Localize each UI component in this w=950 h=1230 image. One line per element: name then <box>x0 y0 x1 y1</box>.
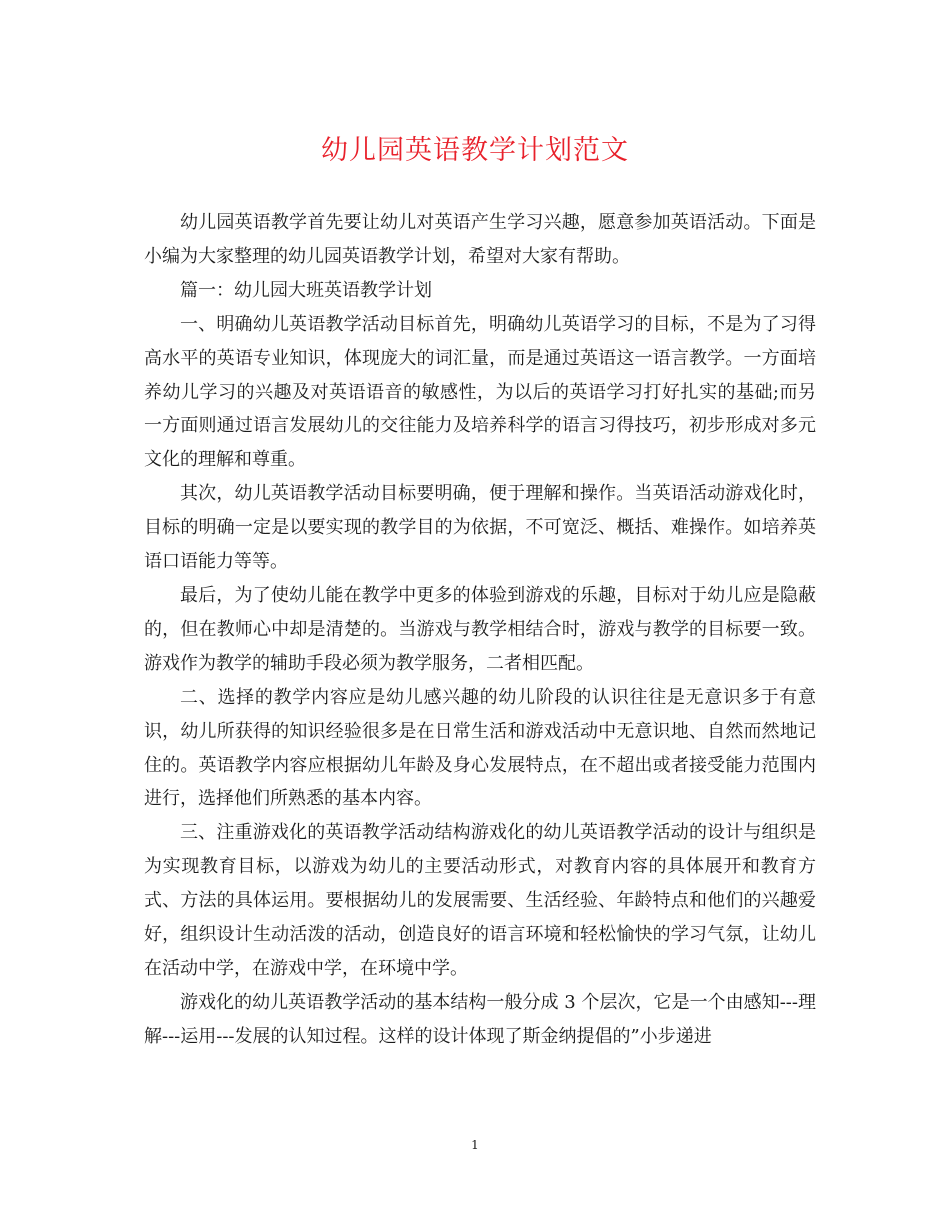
paragraph-intro: 幼儿园英语教学首先要让幼儿对英语产生学习兴趣，愿意参加英语活动。下面是小编为大家整理的幼儿园英语教学计划，希望对大家有帮助。 <box>144 212 816 267</box>
paragraph-levels: 游戏化的幼儿英语教学活动的基本结构一般分成 3 个层次，它是一个由感知---理解---运用---发展的认知过程。这样的设计体现了斯金纳提倡的”小步递进 <box>144 991 816 1047</box>
paragraph-section-heading: 篇一：幼儿园大班英语教学计划 <box>180 279 432 301</box>
paragraph-structure: 三、注重游戏化的英语教学活动结构游戏化的幼儿英语教学活动的设计与组织是为实现教育目标，以游戏为幼儿的主要活动形式，对教育内容的具体展开和教育方式、方法的具体运用。要根据幼儿的发展需要、生活经验、年龄特点和他们的兴趣爱好，组织设计生动活泼的活动，创造良好的语言环境和轻松愉快的学习气氛，让幼儿在活动中学，在游戏中学，在环境中学。 <box>144 822 816 979</box>
page-number: 1 <box>471 1138 479 1152</box>
paragraph-goal-1: 一、明确幼儿英语教学活动目标首先，明确幼儿英语学习的目标，不是为了习得高水平的英语专业知识，体现庞大的词汇量，而是通过英语这一语言教学。一方面培养幼儿学习的兴趣及对英语语音的敏感性，为以后的英语学习打好扎实的基础;而另一方面则通过语言发展幼儿的交往能力及培养科学的语言习得技巧，初步形成对多元文化的理解和尊重。 <box>144 313 816 471</box>
document-title: 幼儿园英语教学计划范文 <box>321 135 629 166</box>
paragraph-goal-3: 最后，为了使幼儿能在教学中更多的体验到游戏的乐趣，目标对于幼儿应是隐蔽的，但在教师心中却是清楚的。当游戏与教学相结合时，游戏与教学的目标要一致。游戏作为教学的辅助手段必须为教学服务，二者相匹配。 <box>144 584 816 674</box>
paragraph-goal-2: 其次，幼儿英语教学活动目标要明确，便于理解和操作。当英语活动游戏化时，目标的明确一定是以要实现的教学目的为依据，不可宽泛、概括、难操作。如培养英语口语能力等等。 <box>144 483 816 573</box>
document-body <box>144 206 816 1054</box>
paragraph-content: 二、选择的教学内容应是幼儿感兴趣的幼儿阶段的认识往往是无意识多于有意识，幼儿所获得的知识经验很多是在日常生活和游戏活动中无意识地、自然而然地记住的。英语教学内容应根据幼儿年龄及身心发展特点，在不超出或者接受能力范围内进行，选择他们所熟悉的基本内容。 <box>144 686 816 810</box>
